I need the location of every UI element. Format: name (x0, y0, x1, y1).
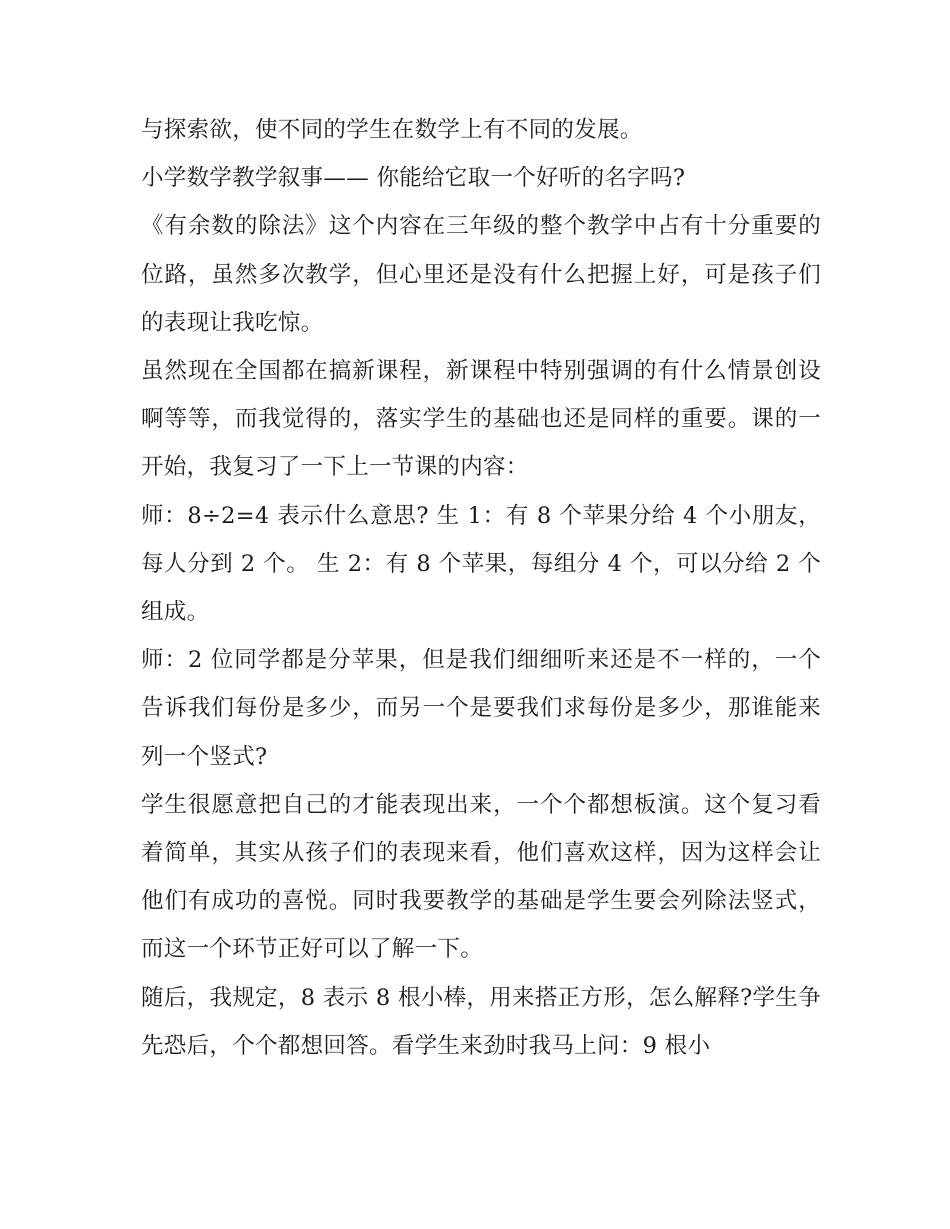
document-body (141, 106, 821, 1070)
paragraph-sticks-example: 随后，我规定，8 表示 8 根小棒，用来搭正方形，怎么解释?学生争先恐后，个个都想回答。看学生来劲时我马上问：9 根小 (141, 984, 821, 1059)
paragraph-teacher-question-2: 师：2 位同学都是分苹果，但是我们细细听来还是不一样的，一个告诉我们每份是多少，而另一个是要我们求每份是多少，那谁能来列一个竖式? (141, 647, 821, 770)
paragraph-lesson-importance: 《有余数的除法》这个内容在三年级的整个教学中占有十分重要的位路，虽然多次教学，但心里还是没有什么把握上好，可是孩子们的表现让我吃惊。 (141, 213, 821, 336)
paragraph-new-curriculum: 虽然现在全国都在搞新课程，新课程中特别强调的有什么情景创设啊等等，而我觉得的，落实学生的基础也还是同样的重要。课的一开始，我复习了一下上一节课的内容： (141, 358, 821, 481)
paragraph-students-response: 学生很愿意把自己的才能表现出来，一个个都想板演。这个复习看着简单，其实从孩子们的表现来看，他们喜欢这样，因为这样会让他们有成功的喜悦。同时我要教学的基础是学生要会列除法竖式，而这一个环节正好可以了解一下。 (141, 791, 821, 963)
paragraph-teacher-question-1: 师：8÷2=4 表示什么意思? 生 1：有 8 个苹果分给 4 个小朋友，每人分到 2 个。 生 2：有 8 个苹果，每组分 4 个，可以分给 2 个组成。 (141, 502, 821, 626)
paragraph-intro-continuation: 与探索欲，使不同的学生在数学上有不同的发展。 (141, 117, 643, 143)
paragraph-narrative-title: 小学数学教学叙事—— 你能给它取一个好听的名字吗? (141, 165, 686, 192)
